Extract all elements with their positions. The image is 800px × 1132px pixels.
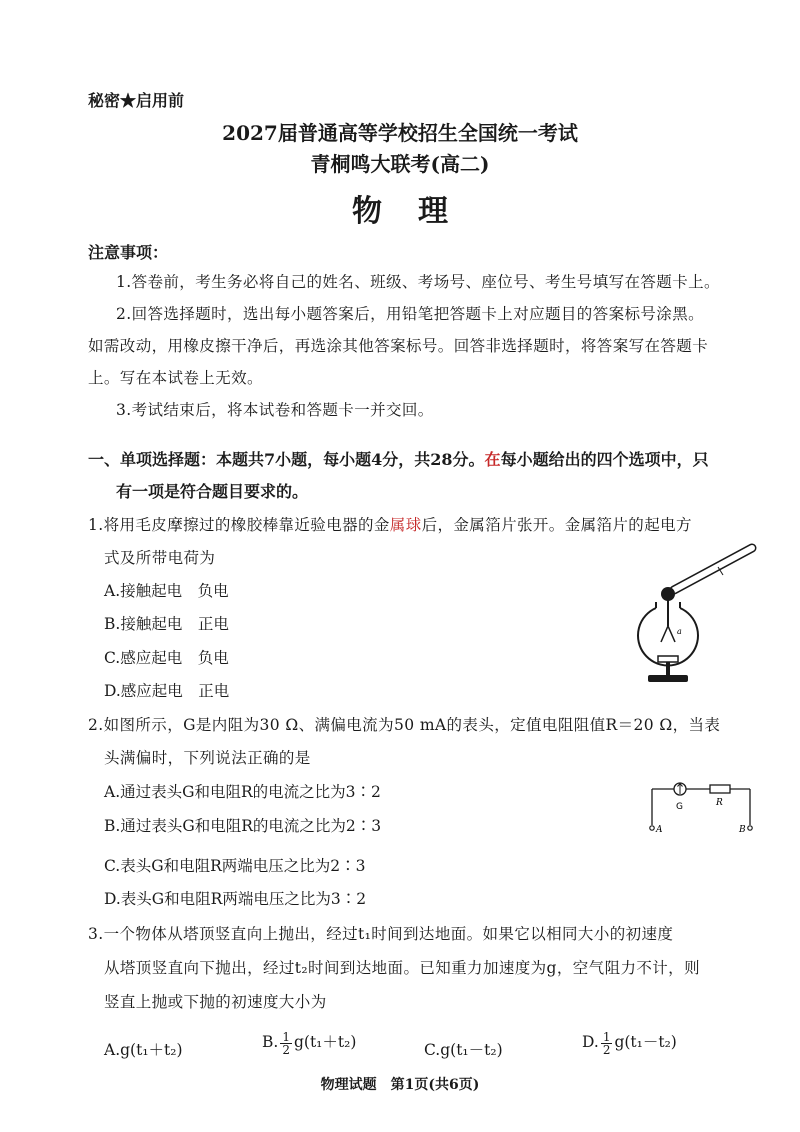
circuit-label-r: R (716, 798, 723, 808)
notes-item-3: 3.考试结束后，将本试卷和答题卡一并交回。 (116, 401, 434, 419)
circuit-wires (652, 789, 750, 825)
electroscope-base (648, 675, 688, 682)
notes-heading: 注意事项： (88, 243, 169, 262)
q2-option-c: C.表头G和电阻R两端电压之比为2∶3 (104, 857, 366, 875)
q3-option-b-prefix: B. (262, 1033, 279, 1051)
q2-stem-line-1: 2.如图所示，G是内阻为30 Ω、满偏电流为50 mA的表头，定值电阻阻值R＝20 Ω，当表 (88, 716, 721, 734)
metal-foils (661, 626, 675, 642)
electroscope-stand (658, 656, 678, 662)
q1-text-c: 后，金属箔片张开。金属箔片的起电方 (421, 516, 692, 534)
fraction-one-half: $\frac{1}{2}$ (282, 1029, 290, 1057)
exam-subtitle: 青桐鸣大联考(高二) (310, 152, 490, 176)
q3-option-b-expr: g(t₁＋t₂) (293, 1033, 357, 1051)
section-1-text-b: 在 (484, 450, 501, 469)
q2-option-b: B.通过表头G和电阻R的电流之比为2∶3 (104, 817, 382, 835)
q1-option-d: D.感应起电 正电 (104, 682, 230, 700)
circuit-label-a: A (656, 825, 663, 835)
q1-option-a: A.接触起电 负电 (104, 582, 229, 600)
exam-title: 2027届普通高等学校招生全国统一考试 (222, 121, 578, 145)
electroscope-figure (628, 540, 768, 690)
page-footer: 物理试题 第1页(共6页) (320, 1077, 480, 1093)
q1-text-a: 1.将用毛皮摩擦过的橡胶棒靠近验电器的金 (88, 516, 390, 534)
circuit-figure (646, 775, 758, 835)
q1-stem-line-1 (88, 513, 692, 535)
section-1-heading (88, 447, 709, 470)
q2-option-a: A.通过表头G和电阻R的电流之比为3∶2 (104, 783, 381, 801)
q3-option-a: A.g(t₁＋t₂) (104, 1041, 183, 1059)
q2-stem-line-2: 头满偏时，下列说法正确的是 (104, 749, 311, 767)
circuit-label-b: B (739, 825, 746, 835)
q1-text-b: 属球 (389, 516, 422, 534)
galvanometer-g (674, 783, 686, 795)
q2-option-d: D.表头G和电阻R两端电压之比为3∶2 (104, 890, 367, 908)
circuit-label-g: G (676, 802, 683, 812)
q1-option-c: C.感应起电 负电 (104, 649, 229, 667)
metal-ball (661, 587, 675, 601)
q3-option-b (262, 1030, 356, 1056)
section-1-text-a: 一、单项选择题：本题共7小题，每小题4分，共28分。 (88, 450, 485, 469)
figure-label-a: a (677, 627, 682, 636)
notes-item-1: 1.答卷前，考生务必将自己的姓名、班级、考场号、座位号、考生号填写在答题卡上。 (116, 273, 720, 291)
confidential-label: 秘密★启用前 (88, 91, 185, 110)
resistor-r (710, 785, 730, 793)
q3-option-d-prefix: D. (582, 1033, 599, 1051)
q3-option-d-expr: g(t₁－t₂) (614, 1033, 677, 1051)
q1-stem-line-2: 式及所带电荷为 (104, 549, 216, 567)
terminal-a (650, 826, 654, 830)
notes-item-2-line-2: 如需改动，用橡皮擦干净后，再选涂其他答案标号。回答非选择题时，将答案写在答题卡 (88, 337, 709, 355)
q3-option-d (582, 1030, 677, 1056)
notes-item-2-line-3: 上。写在本试卷上无效。 (88, 369, 263, 387)
rubber-rod (674, 548, 752, 590)
notes-item-2-line-1: 2.回答选择题时，选出每小题答案后，用铅笔把答题卡上对应题目的答案标号涂黑。 (116, 305, 704, 323)
q3-stem-line-2: 从塔顶竖直向下抛出，经过t₂时间到达地面。已知重力加速度为g，空气阻力不计，则 (104, 959, 700, 977)
section-1-heading-line-2: 有一项是符合题目要求的。 (116, 482, 309, 501)
q3-stem-line-1: 3.一个物体从塔顶竖直向上抛出，经过t₁时间到达地面。如果它以相同大小的初速度 (88, 925, 674, 943)
terminal-b (748, 826, 752, 830)
q3-stem-line-3: 竖直上抛或下抛的初速度大小为 (104, 993, 327, 1011)
fraction-one-half: $\frac{1}{2}$ (602, 1029, 611, 1057)
q3-option-c: C.g(t₁－t₂) (424, 1041, 503, 1059)
subject-title: 物理 (352, 194, 484, 229)
q1-option-b: B.接触起电 正电 (104, 615, 229, 633)
section-1-text-c: 每小题给出的四个选项中，只 (500, 450, 709, 469)
